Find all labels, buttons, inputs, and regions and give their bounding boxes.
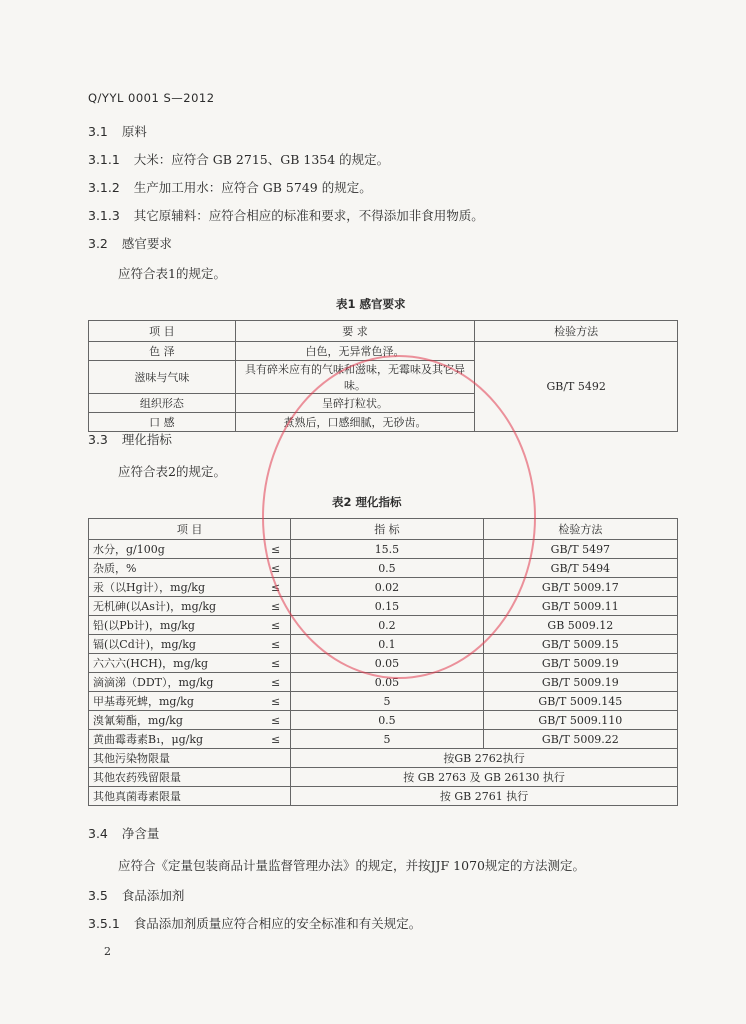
item-cell: 杂质，% bbox=[89, 559, 241, 578]
requirement-cell: 白色，无异常色泽。 bbox=[235, 342, 475, 361]
le-symbol: ≤ bbox=[241, 578, 291, 597]
clause-text: 食品添加剂质量应符合相应的安全标准和有关规定。 bbox=[133, 916, 422, 931]
value-cell: 15.5 bbox=[291, 540, 484, 559]
table-row bbox=[89, 616, 678, 635]
clause-3-1-1 bbox=[88, 152, 389, 168]
paragraph: 应符合表1的规定。 bbox=[118, 266, 226, 281]
requirement-cell: 煮熟后，口感细腻，无砂齿。 bbox=[235, 413, 475, 432]
item-cell: 滴滴涕（DDT），mg/kg bbox=[89, 673, 241, 692]
le-symbol: ≤ bbox=[241, 540, 291, 559]
table-row bbox=[89, 635, 678, 654]
clause-text: 其它原辅料：应符合相应的标准和要求，不得添加非食用物质。 bbox=[133, 208, 484, 223]
value-cell: 0.5 bbox=[291, 711, 484, 730]
table-header: 指 标 bbox=[291, 519, 484, 540]
method-cell: GB/T 5009.110 bbox=[483, 711, 677, 730]
method-cell: GB 5009.12 bbox=[483, 616, 677, 635]
table-row bbox=[89, 654, 678, 673]
value-cell: 0.05 bbox=[291, 654, 484, 673]
clause-text: 大米：应符合 GB 2715、GB 1354 的规定。 bbox=[133, 152, 390, 167]
method-cell: GB/T 5009.15 bbox=[483, 635, 677, 654]
le-symbol: ≤ bbox=[241, 635, 291, 654]
le-symbol: ≤ bbox=[241, 711, 291, 730]
clause-3-1-3 bbox=[88, 208, 484, 224]
item-cell: 六六六(HCH)，mg/kg bbox=[89, 654, 241, 673]
le-symbol: ≤ bbox=[241, 559, 291, 578]
table-header: 检验方法 bbox=[483, 519, 677, 540]
le-symbol: ≤ bbox=[241, 730, 291, 749]
clause-number: 3.5.1 bbox=[88, 916, 120, 931]
item-cell: 滋味与气味 bbox=[89, 361, 236, 394]
section-title: 理化指标 bbox=[121, 432, 172, 447]
section-number: 3.3 bbox=[88, 432, 108, 447]
table-row bbox=[89, 711, 678, 730]
method-cell: GB/T 5009.19 bbox=[483, 673, 677, 692]
section-title: 食品添加剂 bbox=[121, 888, 185, 903]
method-cell: GB/T 5009.11 bbox=[483, 597, 677, 616]
table-row bbox=[89, 787, 678, 806]
table-row bbox=[89, 692, 678, 711]
le-symbol: ≤ bbox=[241, 597, 291, 616]
paragraph: 应符合表2的规定。 bbox=[118, 464, 226, 479]
section-title: 原料 bbox=[121, 124, 147, 139]
table-header: 要 求 bbox=[235, 321, 475, 342]
section-3-4 bbox=[88, 826, 159, 842]
requirement-cell: 具有碎米应有的气味和滋味，无霉味及其它异味。 bbox=[235, 361, 475, 394]
section-number: 3.5 bbox=[88, 888, 108, 903]
physchem-table bbox=[88, 518, 678, 806]
item-cell: 其他真菌毒素限量 bbox=[89, 787, 291, 806]
table-header: 项 目 bbox=[89, 321, 236, 342]
method-cell: GB/T 5009.17 bbox=[483, 578, 677, 597]
item-cell: 汞（以Hg计），mg/kg bbox=[89, 578, 241, 597]
requirement-cell: 呈碎打粒状。 bbox=[235, 394, 475, 413]
section-3-5 bbox=[88, 888, 184, 904]
item-cell: 其他污染物限量 bbox=[89, 749, 291, 768]
paragraph: 应符合《定量包装商品计量监督管理办法》的规定，并按JJF 1070规定的方法测定。 bbox=[118, 858, 585, 873]
clause-number: 3.1.2 bbox=[88, 180, 120, 195]
item-cell: 溴氰菊酯，mg/kg bbox=[89, 711, 241, 730]
clause-number: 3.1.1 bbox=[88, 152, 120, 167]
doc-header: Q/YYL 0001 S—2012 bbox=[88, 91, 215, 105]
item-cell: 铅(以Pb计)，mg/kg bbox=[89, 616, 241, 635]
value-cell: 0.15 bbox=[291, 597, 484, 616]
method-cell: GB/T 5497 bbox=[483, 540, 677, 559]
table-row bbox=[89, 768, 678, 787]
clause-number: 3.1.3 bbox=[88, 208, 120, 223]
table-caption: 表1 感官要求 bbox=[336, 297, 406, 311]
table-row bbox=[89, 597, 678, 616]
le-symbol: ≤ bbox=[241, 616, 291, 635]
le-symbol: ≤ bbox=[241, 673, 291, 692]
clause-text: 生产加工用水：应符合 GB 5749 的规定。 bbox=[133, 180, 372, 195]
item-cell: 甲基毒死蜱，mg/kg bbox=[89, 692, 241, 711]
table-row bbox=[89, 749, 678, 768]
page-number: 2 bbox=[104, 945, 111, 958]
requirement-cell: 按GB 2762执行 bbox=[291, 749, 678, 768]
section-3-1 bbox=[88, 124, 147, 140]
item-cell: 镉(以Cd计)，mg/kg bbox=[89, 635, 241, 654]
section-title: 净含量 bbox=[121, 826, 160, 841]
section-number: 3.1 bbox=[88, 124, 108, 139]
method-cell: GB/T 5009.22 bbox=[483, 730, 677, 749]
section-number: 3.2 bbox=[88, 236, 108, 251]
table-body bbox=[89, 540, 678, 806]
section-3-2 bbox=[88, 236, 172, 252]
clause-3-1-2 bbox=[88, 180, 372, 196]
table-row bbox=[89, 730, 678, 749]
table-header: 检验方法 bbox=[475, 321, 678, 342]
value-cell: 0.2 bbox=[291, 616, 484, 635]
value-cell: 0.1 bbox=[291, 635, 484, 654]
method-cell: GB/T 5492 bbox=[475, 342, 678, 432]
section-3-3 bbox=[88, 432, 172, 448]
requirement-cell: 按 GB 2761 执行 bbox=[291, 787, 678, 806]
value-cell: 5 bbox=[291, 692, 484, 711]
method-cell: GB/T 5494 bbox=[483, 559, 677, 578]
section-title: 感官要求 bbox=[121, 236, 172, 251]
clause-3-5-1 bbox=[88, 916, 421, 932]
item-cell: 色 泽 bbox=[89, 342, 236, 361]
item-cell: 组织形态 bbox=[89, 394, 236, 413]
value-cell: 0.05 bbox=[291, 673, 484, 692]
value-cell: 5 bbox=[291, 730, 484, 749]
item-cell: 其他农药残留限量 bbox=[89, 768, 291, 787]
le-symbol: ≤ bbox=[241, 654, 291, 673]
table-caption: 表2 理化指标 bbox=[332, 495, 402, 509]
section-number: 3.4 bbox=[88, 826, 108, 841]
method-cell: GB/T 5009.19 bbox=[483, 654, 677, 673]
item-cell: 黄曲霉毒素B₁，μg/kg bbox=[89, 730, 241, 749]
requirement-cell: 按 GB 2763 及 GB 26130 执行 bbox=[291, 768, 678, 787]
value-cell: 0.02 bbox=[291, 578, 484, 597]
method-cell: GB/T 5009.145 bbox=[483, 692, 677, 711]
table-row bbox=[89, 673, 678, 692]
table-header: 项 目 bbox=[89, 519, 291, 540]
item-cell: 水分，g/100g bbox=[89, 540, 241, 559]
sensory-table bbox=[88, 320, 678, 432]
value-cell: 0.5 bbox=[291, 559, 484, 578]
item-cell: 无机砷(以As计)，mg/kg bbox=[89, 597, 241, 616]
table-row bbox=[89, 540, 678, 559]
item-cell: 口 感 bbox=[89, 413, 236, 432]
table-row bbox=[89, 578, 678, 597]
le-symbol: ≤ bbox=[241, 692, 291, 711]
table-row bbox=[89, 559, 678, 578]
table-row bbox=[89, 342, 678, 361]
